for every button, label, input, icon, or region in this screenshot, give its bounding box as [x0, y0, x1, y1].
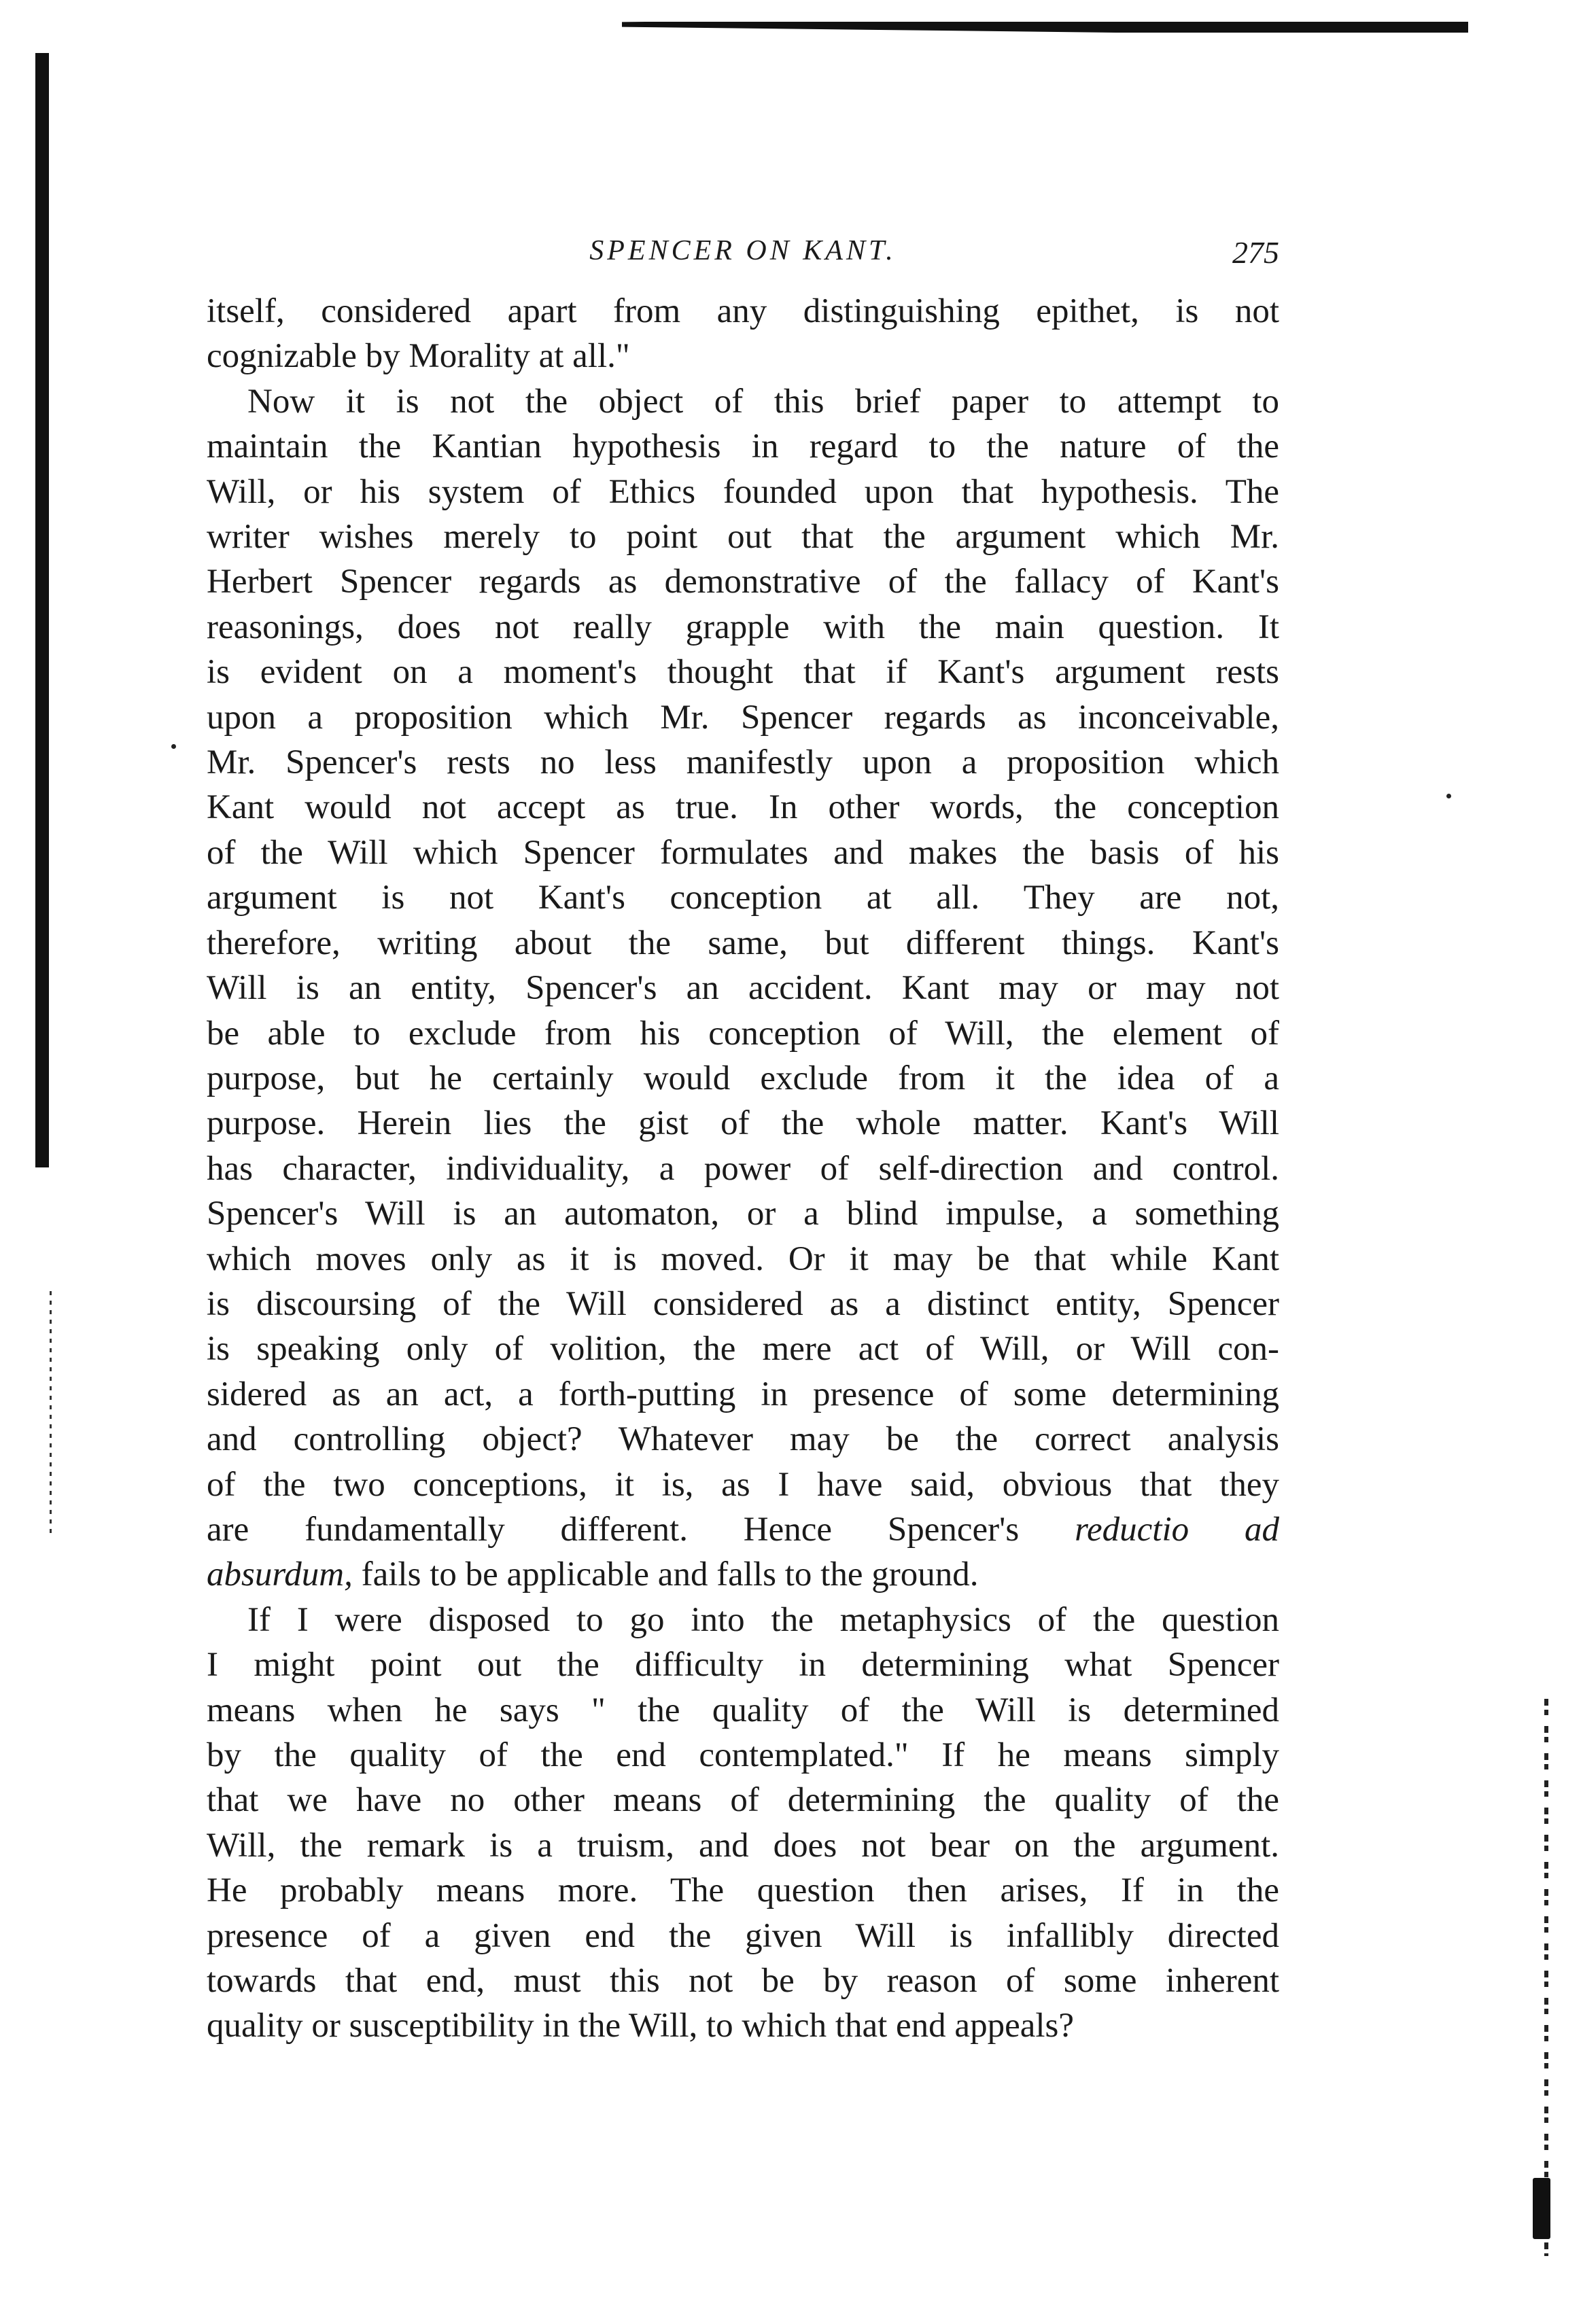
text-span: fails to be applicable and falls to the ground.: [352, 1555, 979, 1594]
left-margin-specks: [50, 1291, 52, 1536]
paragraph-3: [207, 1598, 1279, 2049]
text-line: quality or susceptibility in the Will, to which that end appeals?: [207, 2007, 1074, 2045]
text-line: He probably means more. The question then arises, If in the: [207, 1871, 1279, 1910]
text-line: is evident on a moment's thought that if Kant's argument rests: [207, 653, 1279, 692]
text-line: Herbert Spencer regards as demonstrative of the fallacy of Kant's: [207, 563, 1279, 601]
stray-dot: [171, 744, 176, 749]
text-line: I might point out the difficulty in determining what Spencer: [207, 1646, 1279, 1685]
text-line: presence of a given end the given Will is infallibly directed: [207, 1916, 1279, 1955]
text-line: of the two conceptions, it is, as I have said, obvious that they: [207, 1465, 1279, 1504]
text-line: Mr. Spencer's rests no less manifestly upon a proposition which: [207, 743, 1279, 782]
text-line: upon a proposition which Mr. Spencer regards as inconceivable,: [207, 698, 1279, 737]
text-line: is discoursing of the Will considered as a distinct entity, Spencer: [207, 1284, 1279, 1323]
text-line: purpose. Herein lies the gist of the whole matter. Kant's Will: [207, 1104, 1279, 1143]
text-line: sidered as an act, a forth-putting in presence of some determining: [207, 1375, 1279, 1413]
italic-latin-phrase: absurdum,: [207, 1555, 353, 1594]
text-line: Spencer's Will is an automaton, or a blind impulse, a something: [207, 1195, 1279, 1233]
text-line: reasonings, does not really grapple with the main question. It: [207, 608, 1279, 646]
paragraph-2: [207, 379, 1279, 1598]
text-line: Kant would not accept as true. In other words, the conception: [207, 788, 1279, 827]
left-binding-shadow: [35, 53, 49, 1167]
text-line: be able to exclude from his conception of Will, the element of: [207, 1014, 1279, 1053]
running-head: [207, 234, 1279, 289]
text-line: Now it is not the object of this brief paper to attempt to: [247, 382, 1279, 421]
text-line: argument is not Kant's conception at all. They are not,: [207, 879, 1279, 917]
right-margin-blob: [1533, 2178, 1550, 2239]
text-line: Will, the remark is a truism, and does not bear on the argument.: [207, 1826, 1279, 1865]
text-line: towards that end, must this not be by reason of some inherent: [207, 1962, 1279, 2001]
text-line: Will is an entity, Spencer's an accident. Kant may or may not: [207, 969, 1279, 1008]
page-number: 275: [1232, 235, 1279, 270]
text-line: and controlling object? Whatever may be the correct analysis: [207, 1420, 1279, 1459]
book-page: [207, 234, 1279, 2049]
text-line: itself, considered apart from any distinguishing epithet, is not: [207, 292, 1279, 330]
italic-latin-phrase: reductio ad: [1019, 1510, 1279, 1549]
running-head-title: SPENCER ON KANT.: [589, 235, 897, 266]
text-line: is speaking only of volition, the mere act of Will, or Will con-: [207, 1330, 1279, 1369]
text-span: are fundamentally different. Hence Spencer's: [207, 1510, 1020, 1549]
text-line-with-italic: [207, 1507, 1279, 1552]
text-line: means when he says " the quality of the Will is determined: [207, 1691, 1279, 1729]
right-margin-scratch: [1544, 1699, 1548, 2256]
text-line: by the quality of the end contemplated." If he means simply: [207, 1736, 1279, 1774]
text-line: cognizable by Morality at all.": [207, 337, 630, 376]
stray-dot: [1446, 794, 1451, 798]
text-line: that we have no other means of determining the quality of the: [207, 1781, 1279, 1820]
text-line: writer wishes merely to point out that the argument which Mr.: [207, 518, 1279, 557]
text-line: has character, individuality, a power of self-direction and control.: [207, 1149, 1279, 1188]
text-line: which moves only as it is moved. Or it may be that while Kant: [207, 1239, 1279, 1278]
top-scan-rule: [622, 12, 1468, 37]
text-line: Will, or his system of Ethics founded upon that hypothesis. The: [207, 472, 1279, 511]
text-line-with-italic: [207, 1552, 1279, 1597]
paragraph-1: [207, 289, 1279, 379]
text-line: If I were disposed to go into the metaphysics of the question: [247, 1600, 1279, 1639]
text-line: therefore, writing about the same, but different things. Kant's: [207, 923, 1279, 962]
text-line: of the Will which Spencer formulates and makes the basis of his: [207, 833, 1279, 872]
text-line: purpose, but he certainly would exclude from it the idea of a: [207, 1059, 1279, 1097]
text-line: maintain the Kantian hypothesis in regard to the nature of the: [207, 427, 1279, 466]
